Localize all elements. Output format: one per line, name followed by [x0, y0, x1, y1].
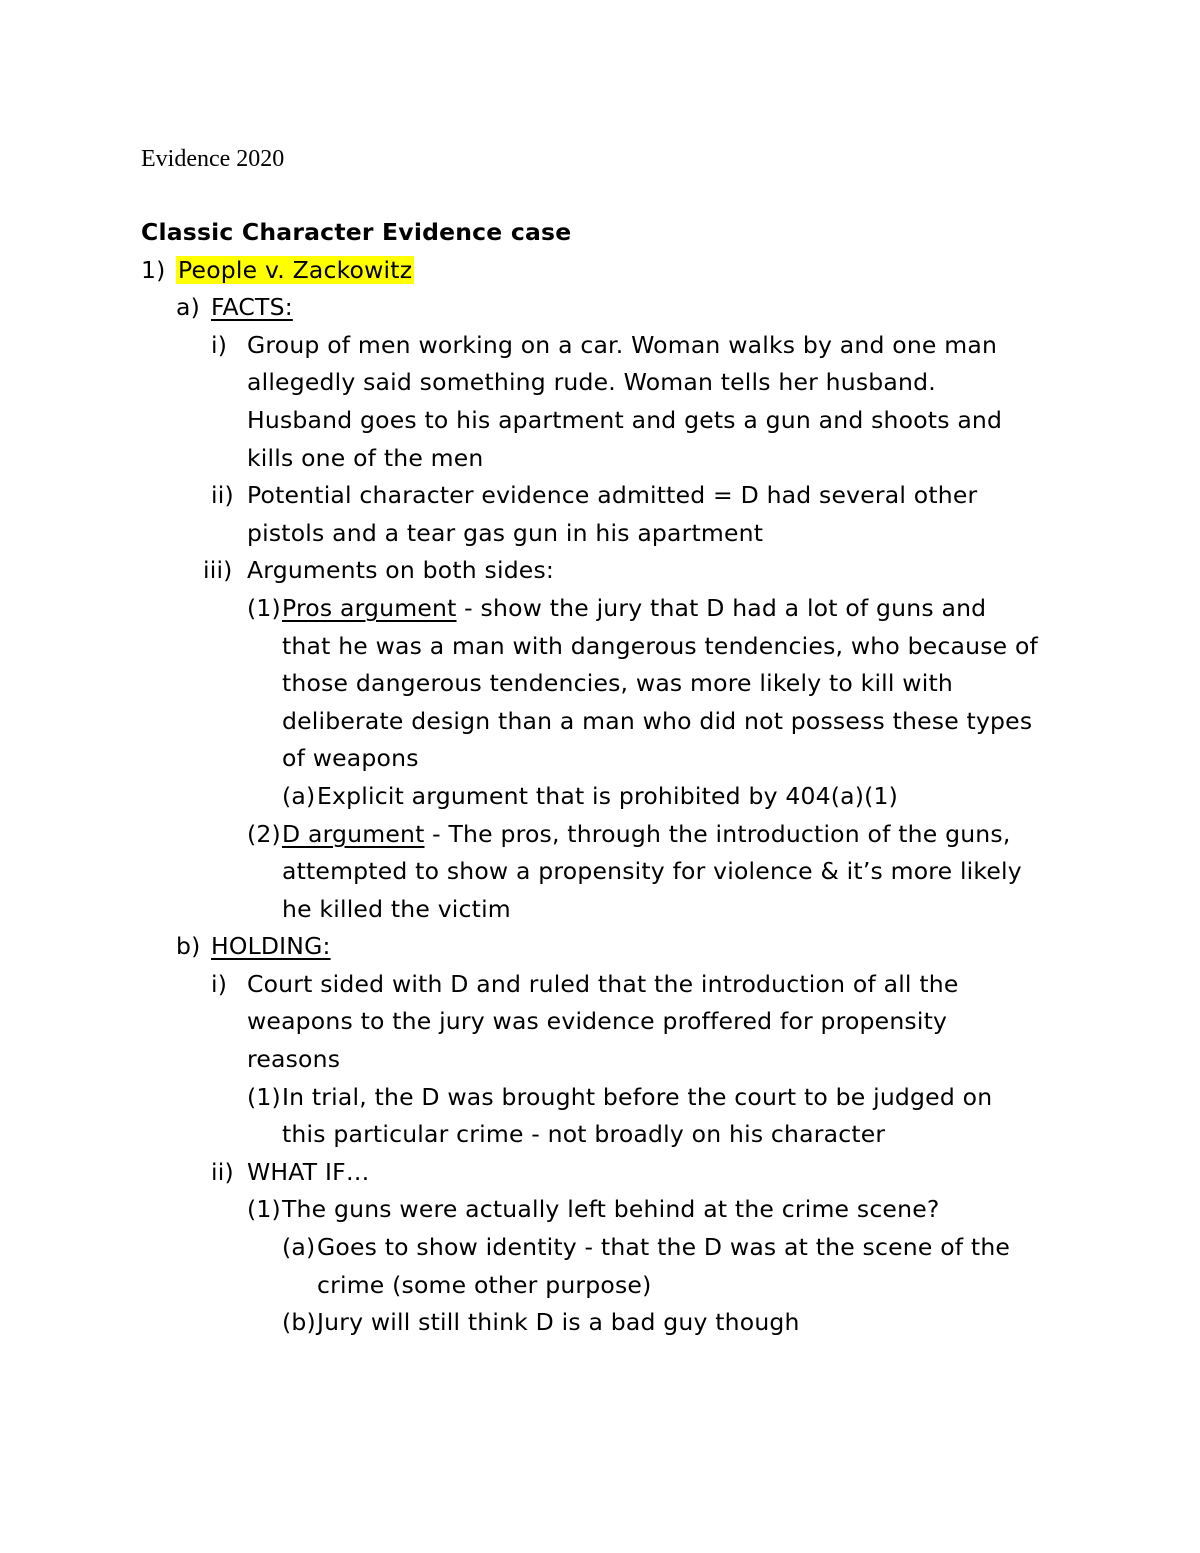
list-item-continuation: allegedly said something rude. Woman tells her husband. [247, 368, 936, 397]
list-item-continuation: he killed the victim [282, 894, 511, 923]
item-label: i) [211, 969, 228, 998]
facts-label: a) [176, 293, 200, 322]
item-label: (a) [282, 1233, 316, 1262]
list-item-continuation: crime (some other purpose) [317, 1270, 652, 1299]
list-item-continuation: reasons [247, 1045, 341, 1074]
item-text: - The pros, through the introduction of the guns, [424, 819, 1011, 848]
list-item-continuation: pistols and a tear gas gun in his apartment [247, 518, 764, 547]
holding-heading [141, 928, 1081, 966]
item-text: - show the jury that D had a lot of guns and [456, 593, 987, 622]
case-heading [141, 252, 1081, 290]
item-label: ii) [211, 481, 234, 510]
list-item [141, 816, 1081, 854]
item-label: (b) [282, 1308, 316, 1337]
facts-heading [141, 289, 1081, 327]
item-text: Group of men working on a car. Woman walks by and one man [247, 330, 998, 359]
list-item-continuation: that he was a man with dangerous tendencies, who because of [282, 631, 1039, 660]
list-item-continuation: deliberate design than a man who did not possess these types [282, 706, 1033, 735]
list-item-continuation: Husband goes to his apartment and gets a gun and shoots and [247, 405, 1003, 434]
defense-argument-heading: D argument [282, 819, 425, 848]
document-header: Evidence 2020 [141, 146, 285, 172]
case-number: 1) [141, 255, 166, 284]
list-item-continuation: this particular crime - not broadly on his character [282, 1120, 886, 1149]
list-item-continuation: weapons to the jury was evidence proffered for propensity [247, 1007, 948, 1036]
item-text: Goes to show identity - that the D was at the scene of the [317, 1233, 1011, 1262]
list-item [141, 327, 1081, 365]
item-label: iii) [203, 556, 233, 585]
list-item [141, 552, 1081, 590]
outline-content [141, 214, 1081, 1342]
item-label: (1) [247, 1082, 281, 1111]
item-text: Potential character evidence admitted = D had several other [247, 481, 978, 510]
list-item-continuation: kills one of the men [247, 443, 484, 472]
item-text: Jury will still think D is a bad guy though [317, 1308, 800, 1337]
item-text: Arguments on both sides: [247, 556, 555, 585]
list-item [141, 778, 1081, 816]
list-item-continuation: attempted to show a propensity for violence & it’s more likely [282, 857, 1022, 886]
case-name-highlight: People v. Zackowitz [178, 255, 413, 284]
list-item [141, 1229, 1081, 1267]
item-label: (2) [247, 819, 281, 848]
list-item-continuation: of weapons [282, 744, 419, 773]
item-text: WHAT IF… [247, 1157, 370, 1186]
item-text: Court sided with D and ruled that the introduction of all the [247, 969, 959, 998]
list-item-continuation: those dangerous tendencies, was more likely to kill with [282, 669, 953, 698]
pros-argument-heading: Pros argument [282, 593, 457, 622]
item-label: ii) [211, 1157, 234, 1186]
list-item [141, 1304, 1081, 1342]
item-text: Explicit argument that is prohibited by 404(a)(1) [317, 781, 899, 810]
list-item [141, 590, 1081, 628]
list-item [141, 1191, 1081, 1229]
facts-title: FACTS: [211, 293, 293, 322]
section-title: Classic Character Evidence case [141, 218, 572, 246]
item-label: (1) [247, 593, 281, 622]
list-item [141, 477, 1081, 515]
item-text: In trial, the D was brought before the court to be judged on [282, 1082, 993, 1111]
item-text: The guns were actually left behind at the crime scene? [282, 1195, 940, 1224]
item-label: (a) [282, 781, 316, 810]
holding-label: b) [176, 932, 201, 961]
list-item [141, 966, 1081, 1004]
holding-title: HOLDING: [211, 932, 331, 961]
list-item [141, 1154, 1081, 1192]
item-label: i) [211, 330, 228, 359]
list-item [141, 1079, 1081, 1117]
item-label: (1) [247, 1195, 281, 1224]
